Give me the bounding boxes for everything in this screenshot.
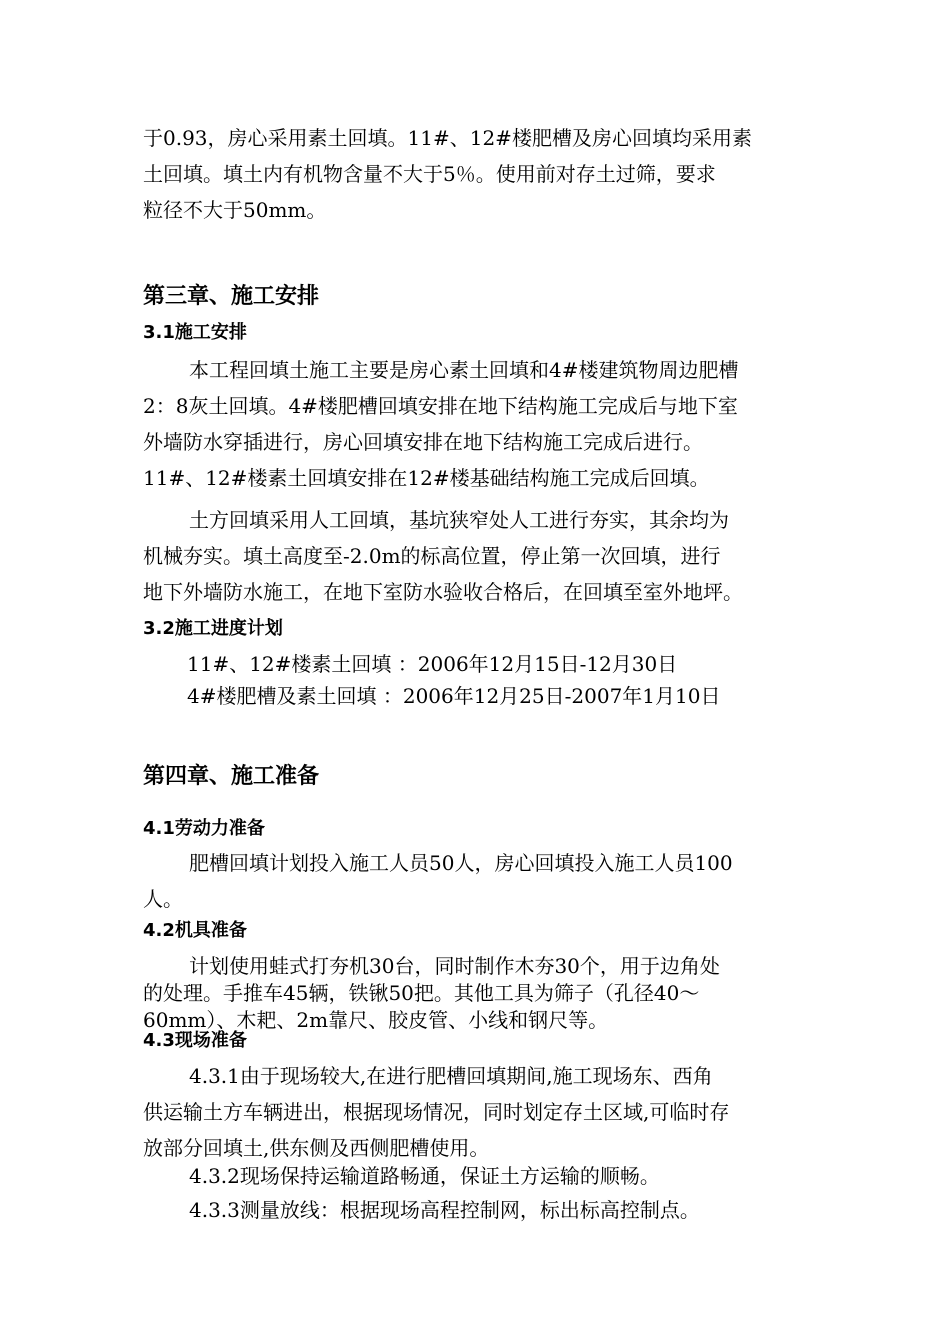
section-4-1-heading: 4.1劳动力准备 — [143, 818, 265, 839]
intro-paragraph — [143, 120, 823, 228]
text-line: 放部分回填土,供东侧及西侧肥槽使用。 — [143, 1136, 490, 1160]
text-line: 土方回填采用人工回填，基坑狭窄处人工进行夯实，其余均为 — [189, 508, 729, 532]
section-4-3-paragraph-1 — [143, 1058, 823, 1166]
text-line: 外墙防水穿插进行，房心回填安排在地下结构施工完成后进行。 — [143, 430, 703, 454]
section-4-3-paragraph-2 — [143, 1158, 823, 1194]
section-3-1-heading: 3.1施工安排 — [143, 322, 247, 343]
section-4-1-paragraph — [143, 845, 823, 917]
section-4-3-heading: 4.3现场准备 — [143, 1030, 247, 1051]
text-line: 本工程回填土施工主要是房心素土回填和4#楼建筑物周边肥槽 — [189, 358, 739, 382]
text-line: 地下外墙防水施工，在地下室防水验收合格后，在回填至室外地坪。 — [143, 580, 743, 604]
text-line: 11#、12#楼素土回填安排在12#楼基础结构施工完成后回填。 — [143, 466, 710, 490]
section-3-1-paragraph-2 — [143, 502, 823, 610]
text-line: 的处理。手推车45辆，铁锹50把。其他工具为筛子（孔径40～ — [143, 981, 700, 1005]
schedule-item: 4#楼肥槽及素土回填 ：2006年12月25日-2007年1月10日 — [187, 684, 721, 708]
section-4-3-paragraph-3 — [143, 1192, 823, 1228]
text-line: 4.3.1由于现场较大,在进行肥槽回填期间,施工现场东、西角 — [189, 1064, 713, 1088]
chapter-3-title: 第三章、施工安排 — [143, 284, 320, 309]
chapter-4-title: 第四章、施工准备 — [143, 764, 320, 789]
text-line: 60mm）、木耙、2m靠尺、胶皮管、小线和钢尺等。 — [143, 1008, 609, 1032]
text-line: 2：8灰土回填。4#楼肥槽回填安排在地下结构施工完成后与地下室 — [143, 394, 738, 418]
text-line: 机械夯实。填土高度至-2.0m的标高位置，停止第一次回填，进行 — [143, 544, 721, 568]
schedule-item: 11#、12#楼素土回填 ：2006年12月15日-12月30日 — [187, 652, 678, 676]
text-line: 人。 — [143, 887, 183, 911]
text-line: 计划使用蛙式打夯机30台，同时制作木夯30个，用于边角处 — [189, 954, 720, 978]
text-line: 肥槽回填计划投入施工人员50人，房心回填投入施工人员100 — [189, 851, 733, 875]
text-line: 于0.93，房心采用素土回填。11#、12#楼肥槽及房心回填均采用素 — [143, 126, 752, 150]
text-line: 供运输土方车辆进出，根据现场情况，同时划定存土区域,可临时存 — [143, 1100, 730, 1124]
section-3-2-heading: 3.2施工进度计划 — [143, 618, 283, 639]
section-3-1-paragraph-1 — [143, 352, 823, 496]
section-4-2-heading: 4.2机具准备 — [143, 920, 247, 941]
text-line: 4.3.3测量放线：根据现场高程控制网，标出标高控制点。 — [189, 1198, 700, 1222]
schedule-list — [143, 648, 867, 712]
section-4-2-paragraph — [143, 953, 823, 1034]
text-line: 粒径不大于50mm。 — [143, 198, 327, 222]
text-line: 土回填。填土内有机物含量不大于5％。使用前对存土过筛，要求 — [143, 162, 716, 186]
text-line: 4.3.2现场保持运输道路畅通，保证土方运输的顺畅。 — [189, 1164, 660, 1188]
